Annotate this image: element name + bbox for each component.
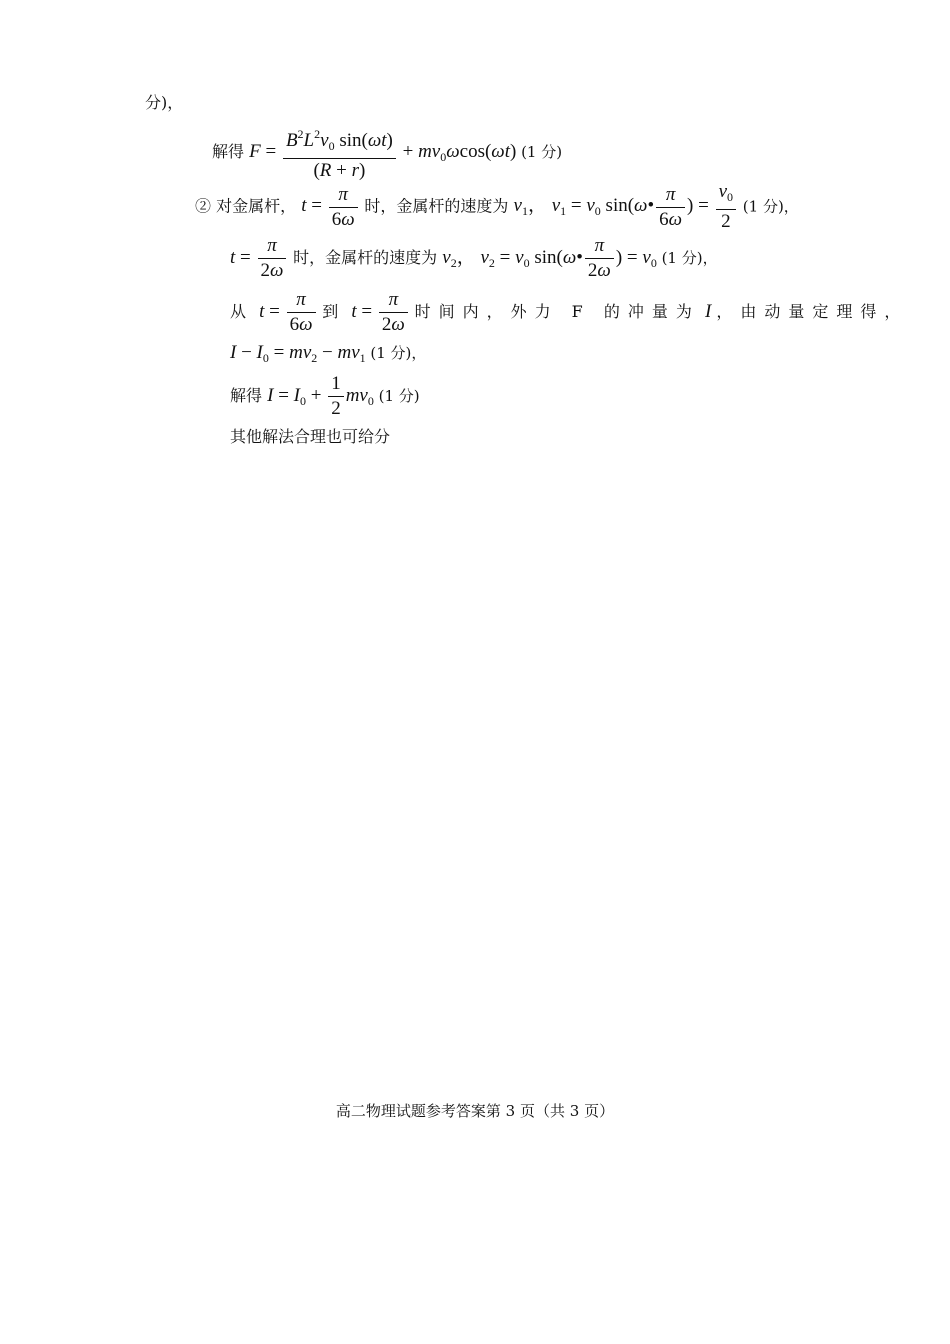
fraction-F: $\frac{B^2L^2v_0 \sin(\omega t)}{(R + r)}$	[283, 122, 396, 183]
solve-label: 解得	[230, 386, 263, 405]
formula-t1: t = $\frac{\pi}{6\omega}$	[301, 195, 364, 216]
formula-t2: t = $\frac{\pi}{2\omega}$	[230, 247, 293, 268]
symbol-I: I	[704, 301, 712, 322]
score-note: (1 分)，	[742, 197, 799, 216]
score-note: (1 分)	[521, 142, 563, 161]
score-note: (1 分)，	[370, 344, 427, 362]
text-from: 从	[230, 302, 255, 321]
text-speed: 时，金属杆的速度为	[364, 196, 509, 216]
score-note: (1 分)，	[661, 249, 718, 267]
line-I-result	[230, 372, 420, 425]
formula-t-from: t = $\frac{\pi}{6\omega}$	[259, 301, 322, 322]
other-methods-text: 其他解法合理也可给分	[230, 427, 391, 446]
line-v1	[195, 180, 799, 235]
line-v2	[230, 234, 718, 287]
formula-momentum: $I - I_0 = mv_2 - mv_1$	[230, 342, 366, 365]
text-theorem: ，由动量定理得，	[716, 302, 909, 321]
formula-F: F = $\frac{B^2L^2v_0 \sin(\omega t)}{(R + r)}$ + $mv_0\omega\cos(\omega t)$	[249, 141, 521, 162]
continuation-text: 分)，	[145, 93, 184, 112]
formula-t-to: t = $\frac{\pi}{2\omega}$	[351, 301, 414, 322]
item-marker: ②	[195, 196, 212, 216]
page-footer: 高二物理试题参考答案第 3 页（共 3 页）	[335, 1102, 615, 1120]
text-impulse: 时间内，外力 F 的冲量为	[414, 302, 700, 321]
text-to: 到	[322, 302, 347, 321]
formula-v2: $v_2$， $v_2 = v_0$ sin(ω• $\frac{\pi}{2\omega}$ ) = $v_0$	[442, 235, 657, 282]
text-rod: 对金属杆，	[216, 196, 297, 216]
line-momentum-eq	[230, 342, 426, 369]
line-impulse	[230, 288, 908, 337]
solve-label: 解得	[212, 141, 245, 161]
line-F-result	[212, 122, 562, 183]
text-speed: 时，金属杆的速度为	[293, 248, 438, 267]
line-other-methods	[230, 426, 390, 448]
formula-I: $I = I_0$ + $\frac{1}{2}$ $mv_0$	[267, 373, 374, 420]
score-note: (1 分)	[378, 387, 420, 405]
line-continuation	[145, 92, 183, 114]
formula-v1: $v_1$， $v_1 = v_0$ sin(ω• $\frac{\pi}{6\omega}$ ) = $\frac{v_0}{2}$	[514, 195, 743, 216]
